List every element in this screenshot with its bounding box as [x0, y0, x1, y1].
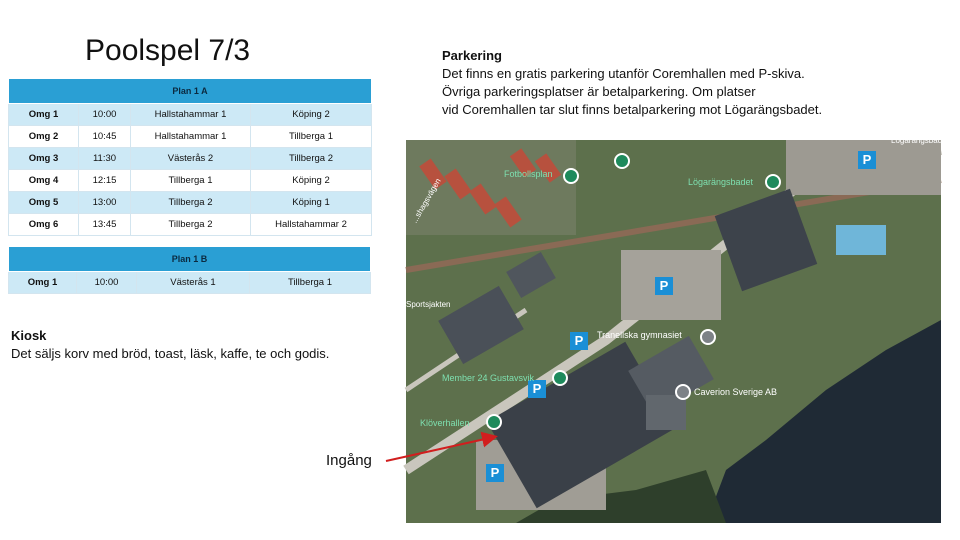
parking-line: Det finns en gratis parkering utanför Coremhallen med P-skiva. — [442, 66, 805, 81]
round-cell: Omg 4 — [9, 170, 79, 192]
map-label-road: ...shagsvägen — [410, 176, 443, 225]
round-cell: Omg 5 — [9, 192, 79, 214]
away-team-cell: Köping 1 — [251, 192, 372, 214]
table-header: Plan 1 B — [9, 247, 371, 272]
time-cell: 13:00 — [79, 192, 131, 214]
time-cell: 11:30 — [79, 148, 131, 170]
map-label-fotbollsplan: Fotbollsplan — [504, 169, 553, 179]
kiosk-text: Det säljs korv med bröd, toast, läsk, kaffe, te och godis. — [11, 346, 330, 361]
round-cell: Omg 3 — [9, 148, 79, 170]
parking-icon: P — [655, 277, 673, 295]
table-row — [9, 104, 372, 126]
parking-heading: Parkering — [442, 48, 502, 63]
parking-line: Övriga parkeringsplatser är betalparkering. Om platser — [442, 84, 756, 99]
kiosk-heading: Kiosk — [11, 328, 47, 343]
parking-icon: P — [570, 332, 588, 350]
round-cell: Omg 1 — [9, 272, 77, 294]
home-team-cell: Västerås 2 — [131, 148, 251, 170]
time-cell: 12:15 — [79, 170, 131, 192]
home-team-cell: Tillberga 1 — [131, 170, 251, 192]
map-label-tranellska: Tranellska gymnasiet — [597, 330, 682, 340]
table-row — [9, 192, 372, 214]
away-team-cell: Tillberga 1 — [251, 126, 372, 148]
away-team-cell: Hallstahammar 2 — [251, 214, 372, 236]
schedule-table-plan-1a — [8, 78, 372, 236]
map-label-logarangsbadet: Lögarängsbadet — [688, 177, 754, 187]
map-label-member24: Member 24 Gustavsvik — [442, 373, 535, 383]
table-row — [9, 148, 372, 170]
away-team-cell: Köping 2 — [251, 104, 372, 126]
away-team-cell: Köping 2 — [251, 170, 372, 192]
parking-section — [442, 47, 822, 119]
table-row — [9, 126, 372, 148]
table-header: Plan 1 A — [9, 79, 372, 104]
table-row — [9, 170, 372, 192]
home-team-cell: Hallstahammar 1 — [131, 104, 251, 126]
time-cell: 10:45 — [79, 126, 131, 148]
time-cell: 10:00 — [77, 272, 137, 294]
map-label-sportsjakten: Sportsjakten — [406, 300, 451, 309]
home-team-cell: Tillberga 2 — [131, 192, 251, 214]
parking-icon: P — [858, 151, 876, 169]
map-label-logarangsbadet-top: Lögarängsbadet — [891, 136, 949, 145]
home-team-cell: Hallstahammar 1 — [131, 126, 251, 148]
map-label-caverion: Caverion Sverige AB — [694, 387, 778, 397]
page-title: Poolspel 7/3 — [85, 34, 251, 67]
kiosk-section — [11, 327, 329, 363]
home-team-cell: Tillberga 2 — [131, 214, 251, 236]
satellite-map — [406, 136, 949, 523]
round-cell: Omg 6 — [9, 214, 79, 236]
schedule-table-plan-1b — [8, 246, 371, 294]
entrance-label: Ingång — [326, 452, 372, 469]
parking-line: vid Coremhallen tar slut finns betalparkering mot Lögarängsbadet. — [442, 102, 823, 117]
table-row — [9, 214, 372, 236]
round-cell: Omg 1 — [9, 104, 79, 126]
parking-icon: P — [486, 464, 504, 482]
time-cell: 10:00 — [79, 104, 131, 126]
away-team-cell: Tillberga 2 — [251, 148, 372, 170]
home-team-cell: Västerås 1 — [137, 272, 250, 294]
round-cell: Omg 2 — [9, 126, 79, 148]
parking-icon: P — [528, 380, 546, 398]
map-label-kloverhallen: Klöverhallen — [420, 418, 470, 428]
time-cell: 13:45 — [79, 214, 131, 236]
away-team-cell: Tillberga 1 — [250, 272, 371, 294]
table-row — [9, 272, 371, 294]
